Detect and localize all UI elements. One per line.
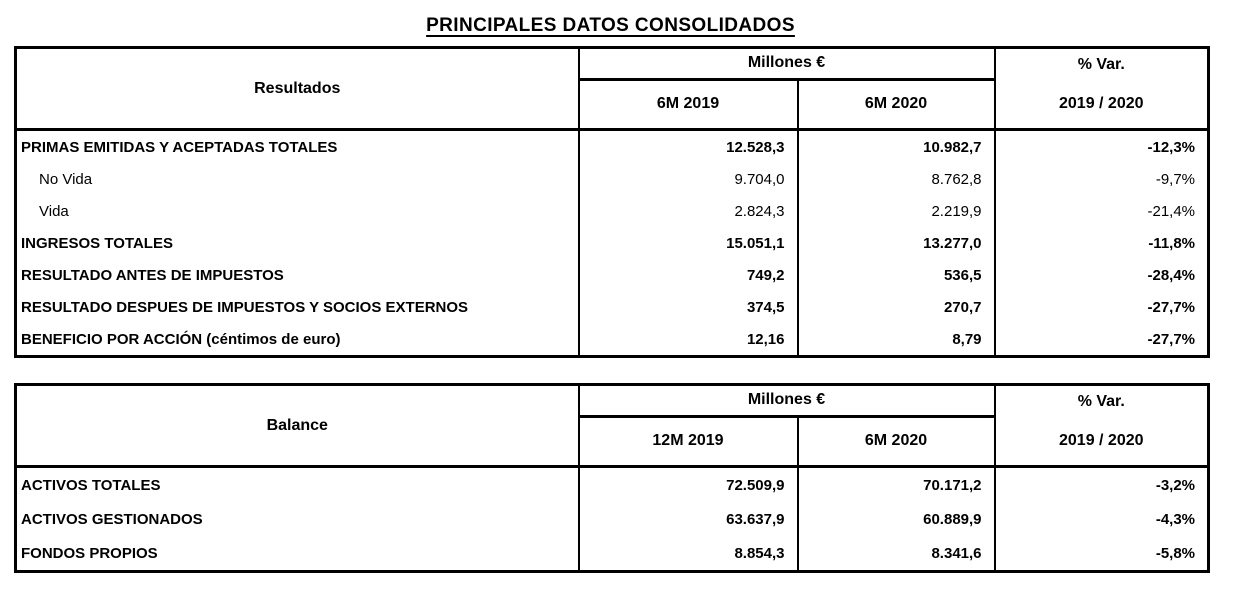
section-label: Balance — [16, 385, 579, 467]
table-row — [16, 323, 1209, 357]
balance-table — [14, 383, 1210, 573]
value-variation: -27,7% — [1147, 298, 1196, 316]
table-row — [16, 195, 1209, 227]
period-2-header: 6M 2020 — [798, 79, 995, 129]
value-period1: 749,2 — [579, 259, 798, 291]
value-period2: 536,5 — [798, 259, 995, 291]
row-label: RESULTADO DESPUES DE IMPUESTOS Y SOCIOS EXTERNOS — [16, 291, 579, 323]
var-label: % Var. — [1077, 55, 1125, 73]
header-row-units — [16, 385, 1209, 417]
value-variation: -9,7% — [1155, 170, 1196, 188]
value-period2: 13.277,0 — [798, 227, 995, 259]
page-title — [14, 15, 1207, 37]
value-period2: 8.762,8 — [798, 163, 995, 195]
table-row — [16, 502, 1209, 536]
value-period1: 15.051,1 — [579, 227, 798, 259]
value-period1: 12.528,3 — [579, 130, 798, 164]
value-period2: 70.171,2 — [798, 467, 995, 503]
value-variation: -11,8% — [1148, 234, 1196, 252]
row-label: RESULTADO ANTES DE IMPUESTOS — [16, 259, 579, 291]
table-row — [16, 130, 1209, 164]
table-row — [16, 259, 1209, 291]
row-label: Vida — [16, 195, 579, 227]
row-label: INGRESOS TOTALES — [16, 227, 579, 259]
row-label: FONDOS PROPIOS — [16, 536, 579, 572]
value-variation: -27,7% — [1147, 330, 1196, 348]
header-row-units — [16, 48, 1209, 80]
table-row — [16, 467, 1209, 503]
var-header — [995, 48, 1209, 130]
period-2-header: 6M 2020 — [798, 416, 995, 466]
results-table — [14, 46, 1210, 358]
table-row — [16, 163, 1209, 195]
value-variation: -12,3% — [1147, 138, 1196, 156]
value-variation: -4,3% — [1155, 510, 1196, 528]
row-label: No Vida — [16, 163, 579, 195]
var-header — [995, 385, 1209, 467]
table-row — [16, 291, 1209, 323]
row-label: ACTIVOS TOTALES — [16, 467, 579, 503]
table-row — [16, 536, 1209, 572]
page-title-text: PRINCIPALES DATOS CONSOLIDADOS — [426, 15, 795, 36]
row-label: ACTIVOS GESTIONADOS — [16, 502, 579, 536]
value-period2: 270,7 — [798, 291, 995, 323]
value-period2: 8.341,6 — [798, 536, 995, 572]
var-period: 2019 / 2020 — [1059, 432, 1144, 449]
row-label: PRIMAS EMITIDAS Y ACEPTADAS TOTALES — [16, 130, 579, 164]
value-variation: -28,4% — [1147, 266, 1196, 284]
var-period: 2019 / 2020 — [1059, 95, 1144, 112]
value-period1: 12,16 — [579, 323, 798, 357]
value-period1: 374,5 — [579, 291, 798, 323]
var-label: % Var. — [1077, 392, 1125, 410]
value-variation: -3,2% — [1155, 476, 1196, 494]
unit-header: Millones € — [579, 385, 995, 417]
row-label: BENEFICIO POR ACCIÓN (céntimos de euro) — [16, 323, 579, 357]
value-period1: 72.509,9 — [579, 467, 798, 503]
value-period2: 8,79 — [798, 323, 995, 357]
table-row — [16, 227, 1209, 259]
period-1-header: 6M 2019 — [579, 79, 798, 129]
value-variation: -21,4% — [1147, 202, 1196, 220]
section-label: Resultados — [16, 48, 579, 130]
value-period1: 9.704,0 — [579, 163, 798, 195]
value-period1: 63.637,9 — [579, 502, 798, 536]
value-period1: 8.854,3 — [579, 536, 798, 572]
period-1-header: 12M 2019 — [579, 416, 798, 466]
unit-header: Millones € — [579, 48, 995, 80]
value-variation: -5,8% — [1155, 544, 1196, 562]
value-period2: 10.982,7 — [798, 130, 995, 164]
value-period2: 2.219,9 — [798, 195, 995, 227]
value-period1: 2.824,3 — [579, 195, 798, 227]
value-period2: 60.889,9 — [798, 502, 995, 536]
